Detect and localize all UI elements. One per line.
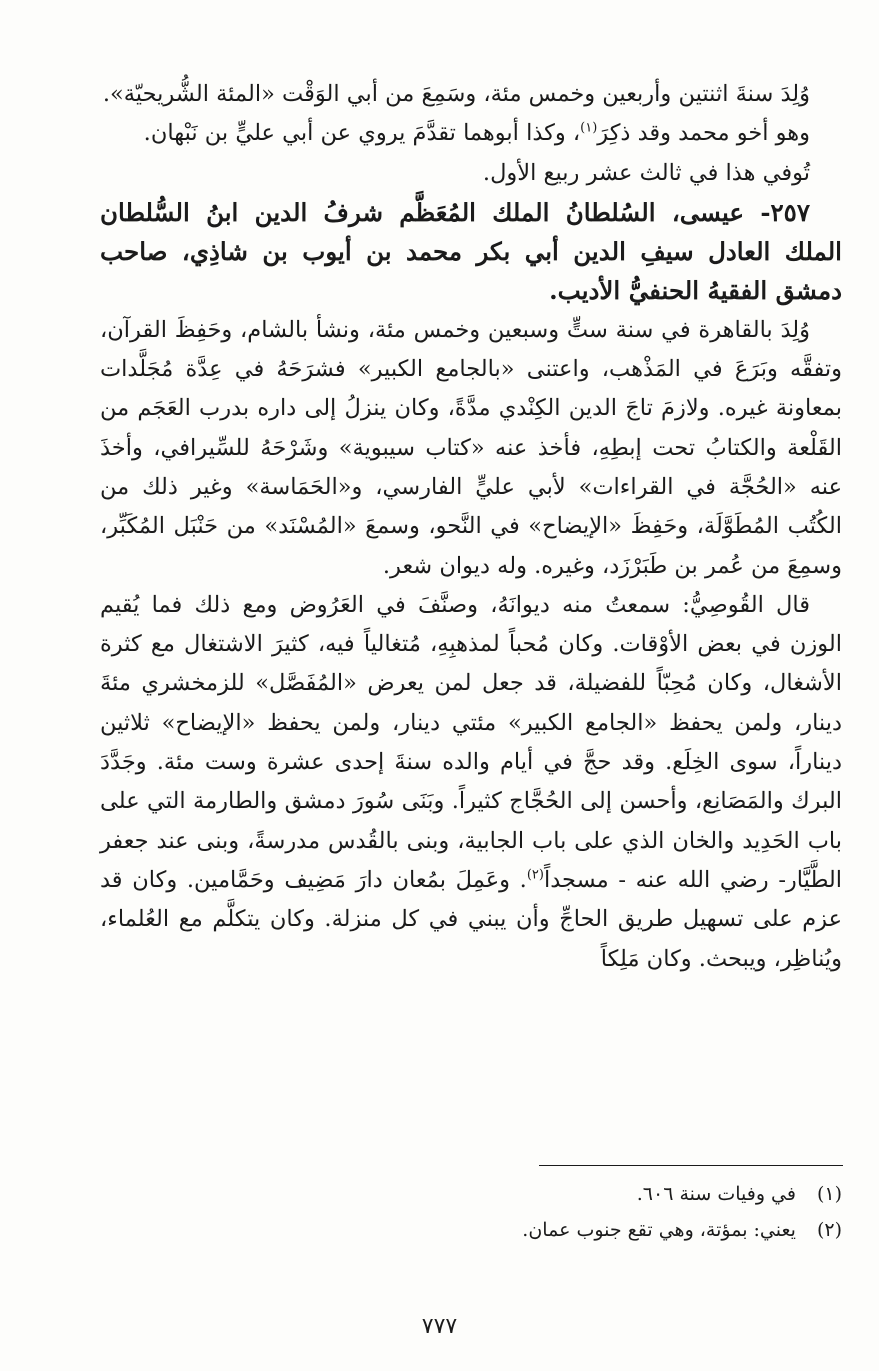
footnote-text: في وفيات سنة ٦٠٦.: [636, 1183, 796, 1205]
paragraph: وُلِدَ بالقاهرة في سنة ستٍّ وسبعين وخمس مئة، ونشأ بالشام، وحَفِظَ القرآن، وتفقَّه وبَرَعَ في المَذْهب، واعتنى «بالجامع الكبير» فشرَحَهُ في عِدَّة مُجَلَّدات بمعاونة غيره. ولازمَ تاجَ الدين الكِنْدي مدَّةً، وكان ينزلُ إلى داره بدرب العَجَم من القَلْعة والكتابُ تحت إبطِهِ، فأخذ عنه «كتاب سيبوية» وشَرْحَهُ للسِّيرافي، وأخذَ عنه «الحُجَّة في القراءات» لأبي عليٍّ الفارسي، و«الحَمَاسة» وغير ذلك من الكُتُب المُطَوَّلَة، وحَفِظَ «الإيضاح» في النَّحو، وسمعَ «المُسْنَد» من حَنْبَل المُكَبِّر، وسمِعَ من عُمر بن طَبَرْزَد، وغيره. وله ديوان شعر.: [100, 316, 842, 579]
entry-heading: ٢٥٧- عيسى، السُلطانُ الملك المُعَظَّم شرفُ الدين ابنُ السُّلطان الملك العادل سيفِ الدين أبي بكر محمد بن أيوب بن شاذِي، صاحب دمشق الفقيهُ الحنفيُّ الأديب.: [100, 197, 842, 306]
footnote-text: يعني: بمؤتة، وهي تقع جنوب عمان.: [522, 1219, 796, 1241]
paragraph-text: . وعَمِلَ بمُعان دارَ مَضِيف وحَمَّامين. وكان قد عزم على تسهيل طريق الحاجِّ وأن يبني في كل منزلة. وكان يتكلَّم مع العُلماء، ويُناظِر، ويبحث. وكان مَلِكاً: [100, 866, 842, 972]
paragraph: تُوفي هذا في ثالث عشر ربيع الأول.: [482, 159, 810, 186]
footnote-number: (٢): [816, 1219, 842, 1241]
paragraph-text: ، وكذا أبوهما تقدَّمَ يروي عن أبي عليٍّ بن نَبْهان.: [143, 120, 581, 147]
paragraph: وُلِدَ سنةَ اثنتين وأربعين وخمس مئة، وسَمِعَ من أبي الوَقْت «المئة الشُّريحيّة».: [102, 81, 810, 107]
footnote-divider: [539, 1165, 843, 1166]
footnote: [100, 1212, 842, 1248]
paragraph: [100, 114, 842, 153]
paragraph-text: قال القُوصِيُّ: سمعتُ منه ديوانَهُ، وصنَّفَ في العَرُوض ومع ذلك فما يُقيم الوزن في بعض الأوْقات. وكان مُحباً لمذهبِهِ، مُتغالياً فيه، كثيرَ الاشتغال مع كثرة الأشغال، وكان مُحِبّاً للفضيلة، قد جعل لمن يعرض «المُفَصَّل» للزمخشري مئةَ دينار، ولمن يحفظ «الجامع الكبير» مئتي دينار، ولمن يحفظ «الإيضاح» ثلاثين ديناراً، سوى الخِلَع. وقد حجَّ في أيام والده سنةَ إحدى عشرة وست مئة. وجَدَّدَ البرك والمَصَانِع، وأحسن إلى الحُجَّاج كثيراً. وبَنَى سُورَ دمشق والطارمة التي على باب الحَدِيد والخان الذي على باب الجابية، وبنى بالقُدس مدرسةً، وبنى عند جعفر الطَّيَّار- رضي الله عنه - مسجداً: [100, 591, 843, 893]
page-number: ٧٧٧: [421, 1314, 458, 1339]
footnote: [100, 1176, 842, 1212]
footnote-marker[interactable]: (١): [580, 120, 598, 136]
paragraph-text: وهو أخو محمد وقد ذكِرَ: [597, 120, 810, 147]
main-text: [100, 75, 842, 979]
paragraph: [100, 586, 842, 979]
footnote-number: (١): [816, 1183, 842, 1205]
footnote-marker[interactable]: (٢): [526, 867, 544, 883]
footnotes: [100, 1176, 842, 1248]
